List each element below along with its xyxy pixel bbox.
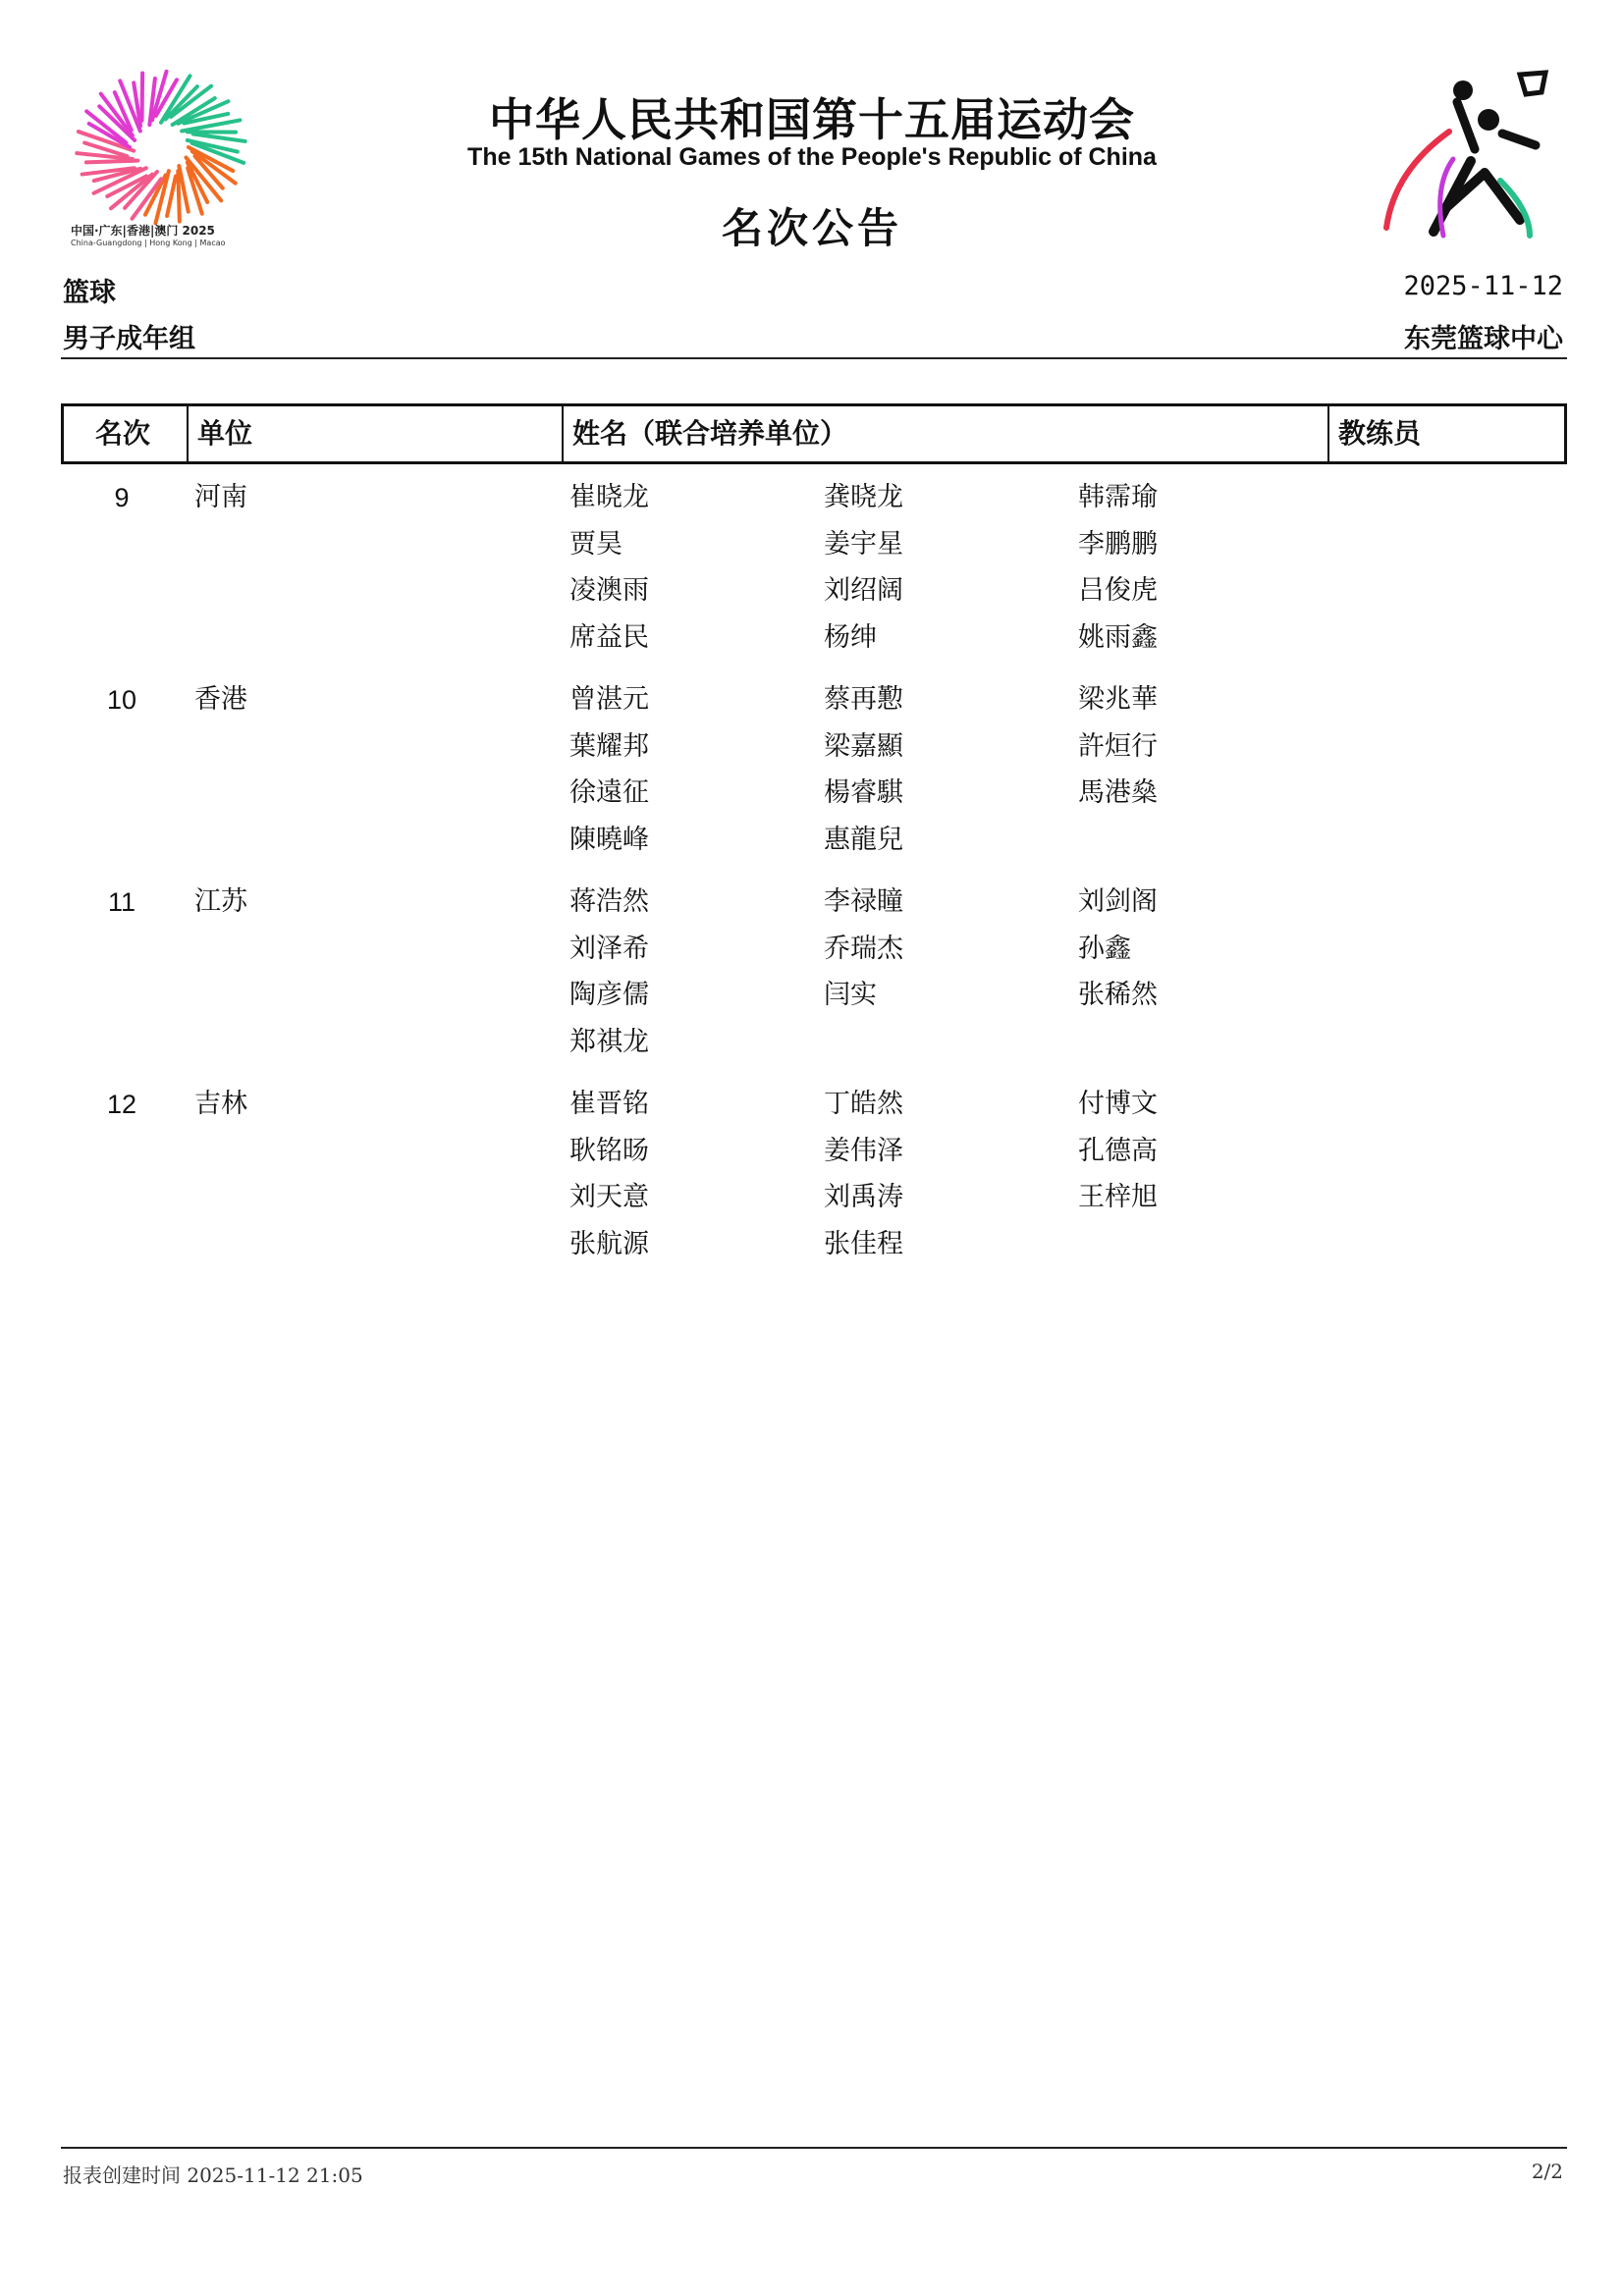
athlete-name: 杨绅	[824, 621, 877, 653]
header-divider	[61, 357, 1567, 359]
athlete-name: 梁嘉顯	[824, 730, 903, 762]
athlete-name: 徐遠征	[569, 777, 649, 808]
athlete-name: 李鹏鹏	[1078, 528, 1158, 560]
athlete-name: 丁皓然	[824, 1089, 903, 1119]
athlete-name: 陶彦儒	[569, 980, 649, 1010]
athlete-name: 陳曉峰	[569, 824, 649, 855]
column-header-unit: 单位	[197, 417, 253, 450]
athlete-name: 葉耀邦	[569, 730, 649, 762]
report-created-time: 报表创建时间 2025-11-12 21:05	[63, 2163, 363, 2187]
document-title: 名次公告	[721, 204, 902, 252]
rank-cell: 12	[106, 1090, 137, 1119]
column-header-coach: 教练员	[1338, 417, 1422, 450]
athlete-name: 孙鑫	[1078, 933, 1131, 964]
athlete-name: 耿铭旸	[569, 1135, 649, 1166]
games-title-cn: 中华人民共和国第十五届运动会	[489, 93, 1135, 146]
athlete-name: 蒋浩然	[569, 886, 649, 917]
column-divider	[562, 406, 564, 461]
column-header-names: 姓名（联合培养单位）	[572, 417, 848, 450]
athlete-name: 张航源	[569, 1228, 649, 1259]
athlete-name: 姜宇星	[824, 528, 903, 560]
rank-cell: 10	[106, 685, 137, 715]
athlete-name: 凌澳雨	[569, 575, 649, 606]
athlete-name: 刘绍阔	[824, 575, 903, 606]
athlete-name: 姚雨鑫	[1078, 621, 1158, 653]
athlete-name: 张佳程	[824, 1228, 903, 1259]
athlete-name: 惠龍兒	[824, 824, 903, 855]
emblem-caption-cn: 中国·广东|香港|澳门 2025	[71, 224, 215, 238]
athlete-name: 崔晋铭	[569, 1089, 649, 1119]
athlete-name: 崔晓龙	[569, 482, 649, 512]
unit-cell: 河南	[194, 482, 247, 512]
athlete-name: 韩霈瑜	[1078, 482, 1158, 512]
athlete-name: 龚晓龙	[824, 482, 903, 512]
column-header-rank: 名次	[95, 417, 151, 450]
athlete-name: 乔瑞杰	[824, 933, 903, 964]
athlete-name: 楊睿騏	[824, 777, 903, 808]
athlete-name: 席益民	[569, 621, 649, 653]
athlete-name: 张稀然	[1078, 980, 1158, 1010]
sport-label: 篮球	[63, 278, 116, 308]
athlete-name: 蔡再懃	[824, 684, 903, 715]
emblem-caption-en: China-Guangdong | Hong Kong | Macao	[71, 239, 226, 247]
athlete-name: 郑祺龙	[569, 1026, 649, 1057]
games-title-en: The 15th National Games of the People's Republic of China	[467, 143, 1157, 171]
athlete-name: 吕俊虎	[1078, 575, 1158, 606]
rank-cell: 9	[114, 483, 130, 512]
group-label: 男子成年组	[63, 324, 195, 354]
footer-divider	[61, 2147, 1567, 2149]
athlete-name: 闫实	[824, 980, 877, 1010]
column-divider	[1327, 406, 1329, 461]
venue-label: 东莞篮球中心	[1404, 324, 1563, 354]
athlete-name: 刘剑阁	[1078, 886, 1158, 917]
athlete-name: 梁兆華	[1078, 684, 1158, 715]
athlete-name: 贾昊	[569, 528, 623, 560]
athlete-name: 姜伟泽	[824, 1135, 903, 1166]
page-number: 2/2	[1531, 2160, 1563, 2183]
athlete-name: 孔德高	[1078, 1135, 1158, 1166]
athlete-name: 刘天意	[569, 1182, 649, 1212]
unit-cell: 吉林	[194, 1089, 247, 1119]
athlete-name: 刘泽希	[569, 933, 649, 964]
column-divider	[187, 406, 189, 461]
athlete-name: 李禄瞳	[824, 886, 903, 917]
date-label: 2025-11-12	[1403, 271, 1563, 301]
results-table-header	[61, 403, 1567, 464]
athlete-name: 曾湛元	[569, 684, 649, 715]
athlete-name: 王梓旭	[1078, 1182, 1158, 1212]
athlete-name: 付博文	[1078, 1089, 1158, 1119]
unit-cell: 江苏	[194, 886, 247, 917]
unit-cell: 香港	[194, 684, 247, 715]
rank-cell: 11	[107, 887, 136, 917]
athlete-name: 刘禹涛	[824, 1182, 903, 1212]
athlete-name: 馬港燊	[1078, 777, 1158, 808]
athlete-name: 許烜行	[1078, 730, 1158, 762]
